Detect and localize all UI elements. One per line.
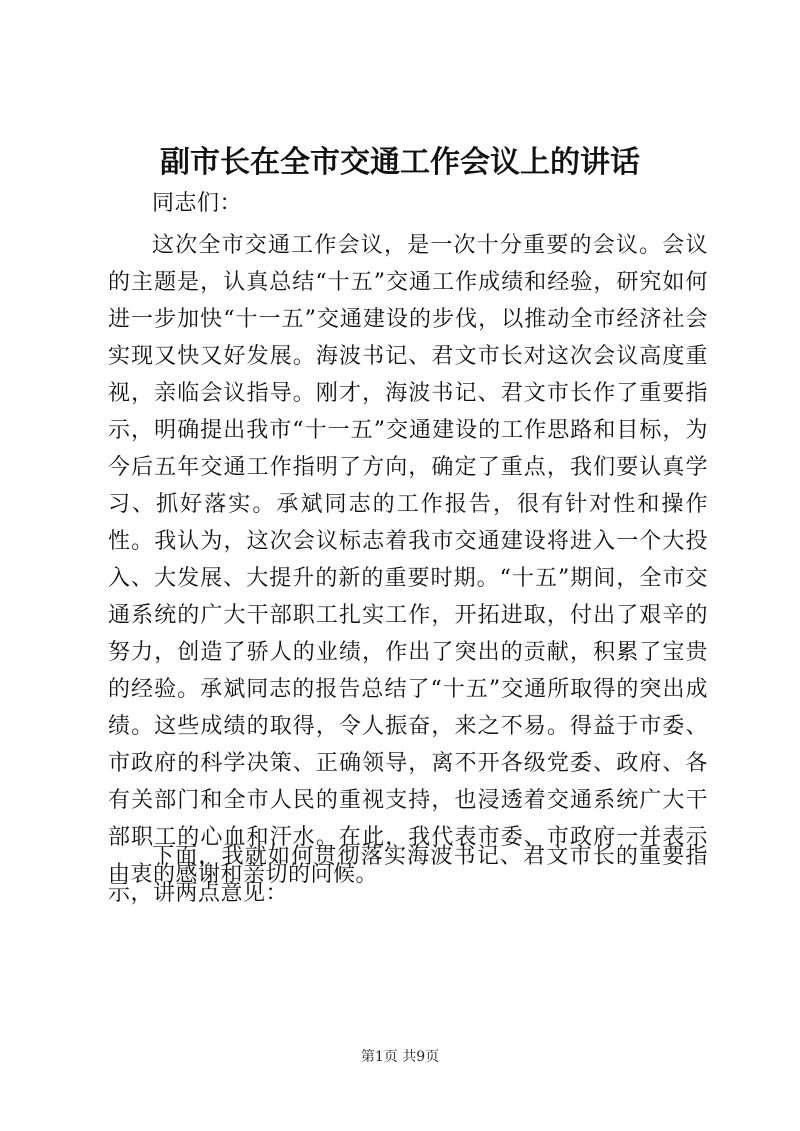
paragraph-2: 下面，我就如何贯彻落实海波书记、君文市长的重要指示，讲两点意见： — [108, 844, 708, 906]
document-title: 副市长在全市交通工作会议上的讲话 — [160, 145, 640, 180]
page-number-footer: 第1页 共9页 — [360, 1049, 440, 1065]
paragraph-1: 这次全市交通工作会议，是一次十分重要的会议。会议的主题是，认真总结“十五”交通工作成绩和经验，研究如何进一步加快“十一五”交通建设的步伐，以推动全市经济社会实现又快又好发展。海波书记、君文市长对这次会议高度重视，亲临会议指导。刚才，海波书记、君文市长作了重要指示，明确提出我市“十一五”交通建设的工作思路和目标，为今后五年交通工作指明了方向，确定了重点，我们要认真学习、抓好落实。承斌同志的工作报告，很有针对性和操作性。我认为，这次会议标志着我市交通建设将进入一个大投入、大发展、大提升的新的重要时期。“十五”期间，全市交通系统的广大干部职工扎实工作，开拓进取，付出了艰辛的努力，创造了骄人的业绩，作出了突出的贡献，积累了宝贵的经验。承斌同志的报告总结了“十五”交通所取得的突出成绩。这些成绩的取得，令人振奋，来之不易。得益于市委、市政府的科学决策、正确领导，离不开各级党委、政府、各有关部门和全市人民的重视支持，也浸透着交通系统广大干部职工的心血和汗水。在此，我代表市委、市政府一并表示由衷的感谢和亲切的问候。 — [108, 233, 708, 887]
salutation: 同志们： — [152, 191, 243, 216]
